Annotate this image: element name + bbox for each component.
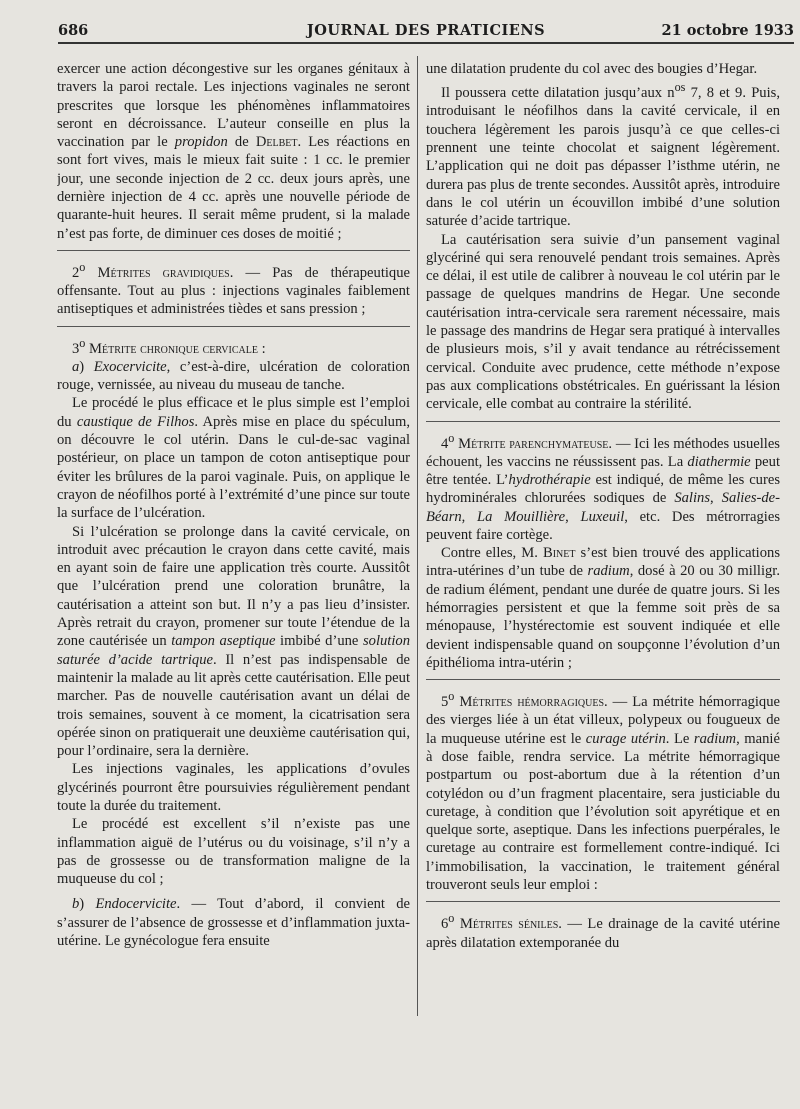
paragraph: Contre elles, M. Binet s’est bien trouvé des applications intra-utérines d’un tube de radium, dosé à 20 ou 30 milligr. de radium élément, pendant une durée de quatre jours. Si les hémorragies persistent et que la femme soit près de sa ménopause, l’hystérectomie est souvent indiquée et elle devient indispensable quand on soupçonne l’évolution d’un épithélioma intra-utérin ;: [426, 545, 780, 671]
journal-title: JOURNAL DES PRATICIENS: [306, 22, 546, 39]
left-column: [57, 60, 410, 1100]
section-separator: [426, 901, 780, 902]
section-heading-metrites-hemorragiques: 5$^o$ Métrites hémorragiques. — La métrite hémorragique des vierges liée à un état villeux, polypeux ou fougueux de la muqueuse utérine est le curage utérin. Le radium, manié à dose faible, rendra service. La métrite hémorragique postpartum ou post-abortum due à la rétention d’un cotylédon ou d’un fragment placentaire, sera justiciable du curetage, à condition que l’évolution soit apyrétique et en quelque sorte, aseptique. Dans les infections puerpérales, le curetage au contraire est formellement contre-indiqué. Ici l’immobilisation, la vaccination, le traitement général trouveront seuls leur emploi :: [426, 689, 780, 894]
paragraph: b) Endocervicite. — Tout d’abord, il convient de s’assurer de l’absence de grossesse et d’inflammation juxta-utérine. Le gynécologue fera ensuite: [57, 896, 410, 950]
section-heading-metrites-gravidiques: 2$^o$ Métrites gravidiques. — Pas de thérapeutique offensante. Tout au plus : injections vaginales faiblement antiseptiques et administrées tièdes et sans pression ;: [57, 259, 410, 318]
column-divider: [417, 56, 418, 1016]
section-separator: [57, 250, 410, 251]
running-header: [58, 18, 794, 40]
paragraph: exercer une action décongestive sur les organes génitaux à travers la paroi rectale. Les injections vaginales ne seront prescrites que lorsque les phénomènes inflammatoires seront en décroissance. L’auteur conseille en plus la vaccination par le propidon de Delbet. Les réactions en sont fort vives, mais le mieux fait suite : 1 cc. le premier jour, une seconde injection de 2 cc. deux jours après, une dernière injection de 4 cc. après une nouvelle période de quarante-huit heures. Il serait même prudent, si la malade n’est pas forte, de diminuer ces doses de moitié ;: [57, 61, 410, 242]
paragraph: La cautérisation sera suivie d’un pansement vaginal glycériné qui sera renouvelé pendant trois semaines. Après ce délai, il est utile de calibrer à nouveau le col utérin par le passage de quelques mandrins de Hegar. Une seconde cautérisation intra-cervicale sera rarement nécessaire, mais le passage des mandrins de Hegar sera pratiqué à intervalles de plusieurs mois, s’il y avait tendance au rétrécissement cervical. Conduite avec prudence, cette méthode n’expose pas aux complications obstétricales. En guérissant la lésion cervicale, elle combat au contraire la stérilité.: [426, 231, 780, 413]
paragraph: une dilatation prudente du col avec des bougies d’Hegar.: [426, 61, 758, 77]
right-column: [426, 60, 780, 1100]
paragraph: Le procédé le plus efficace et le plus simple est l’emploi du caustique de Filhos. Après mise en place du spéculum, on découvre le col utérin. Dans le cul-de-sac vaginal postérieur, on place un tampon de coton antiseptique pour éviter les brûlures de la paroi vaginale. Puis, on applique le crayon de néofilhos porté à l’extrémité d’une pince sur toute la surface de l’ulcération.: [57, 395, 410, 522]
issue-date: 21 octobre 1933: [661, 22, 794, 39]
section-separator: [426, 679, 780, 680]
page-number: 686: [58, 22, 89, 39]
header-rule: [58, 42, 794, 44]
section-heading-metrites-seniles: 6$^o$ Métrites séniles. — Le drainage de la cavité utérine après dilatation extemporanée du: [426, 911, 780, 951]
paragraph: Les injections vaginales, les applications d’ovules glycérinés pourront être poursuivies régulièrement pendant toute la durée du traitement.: [57, 761, 410, 814]
section-separator: [426, 421, 780, 422]
section-heading-metrite-parenchymateuse: 4$^o$ Métrite parenchymateuse. — Ici les méthodes usuelles échouent, les vaccins ne réussissent pas. La diathermie peut être tentée. L’hydrothérapie est indiqué, de même les cures hydrominérales chlorurées sodiques de Salins, Salies-de-Béarn, La Mouillière, Luxeuil, etc. Des métrorragies peuvent faire cortège.: [426, 430, 780, 543]
paragraph: Il poussera cette dilatation jusqu’aux $n^{os}$ 7, 8 et 9. Puis, introduisant le néofilhos dans la cavité cervicale, il en touchera légèrement les parois jusqu’à ce que celles-ci prennent une teinte chocolat et saignent légèrement. L’application qui ne doit pas dépasser l’isthme utérin, ne durera pas plus de trente secondes. Aussitôt après, introduire dans le col utérin un écouvillon imbibé d’une solution saturée d’acide tartrique.: [426, 80, 780, 230]
section-separator: [57, 326, 410, 327]
paragraph: Le procédé est excellent s’il n’existe pas une inflammation aiguë de l’utérus ou du voisinage, s’il n’y a pas de grossesse ou de transformation maligne de la muqueuse du col ;: [57, 816, 410, 888]
paragraph: Si l’ulcération se prolonge dans la cavité cervicale, on introduit avec précaution le crayon dans cette cavité, mais en ayant soin de faire une application très courte. Aussitôt que l’ulcération prend une coloration brunâtre, la cautérisation a atteint son but. Il n’y a pas lieu d’insister. Après retrait du crayon, promener sur toute l’étendue de la zone cautérisée un tampon aseptique imbibé d’une solution saturée d’acide tartrique. Il n’est pas indispensable de maintenir la malade au lit après cette cautérisation. Elle peut marcher. Pas de nouvelle cautérisation avant un délai de trois semaines, souvent à ce moment, la cicatrisation sera opérée sinon on pratiquerait une deuxième cautérisation qui, pour l’ordinaire, sera la dernière.: [57, 523, 410, 760]
section-heading-metrite-chronique: 3$^o$ Métrite chronique cervicale :: [72, 335, 266, 357]
paragraph: a) Exocervicite, c’est-à-dire, ulcération de coloration rouge, vernissée, au niveau du museau de tanche.: [57, 358, 410, 394]
